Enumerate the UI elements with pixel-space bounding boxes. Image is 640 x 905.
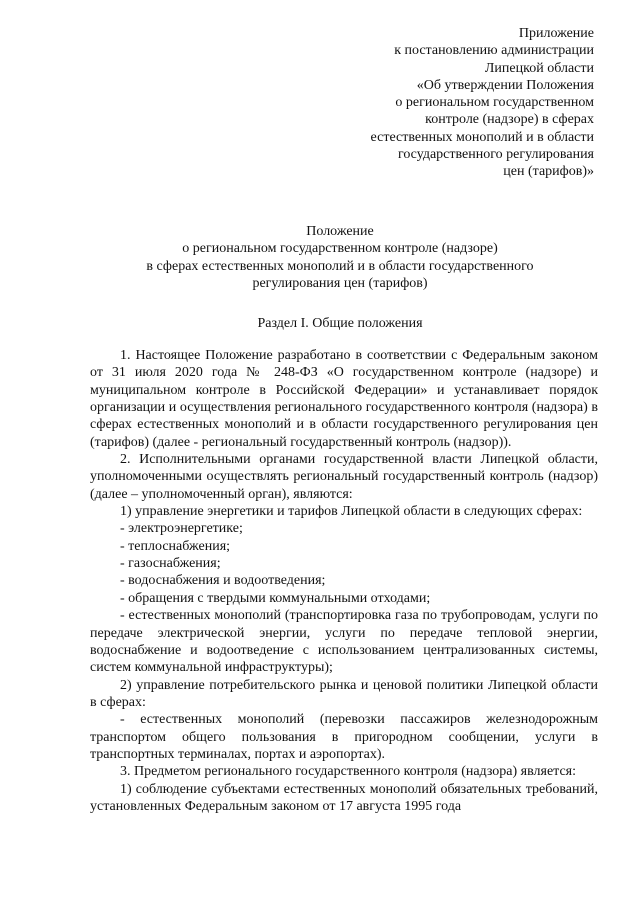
appendix-line: цен (тарифов)»: [503, 164, 594, 180]
document-body: [90, 347, 598, 815]
document-title: [90, 223, 590, 292]
appendix-line: «Об утверждении Положения: [416, 77, 594, 93]
paragraph: 1. Настоящее Положение разработано в соответствии с Федеральным законом от 31 июля 2020 года № 248-ФЗ «О государственном контроле (надзоре) и муниципальном контроле в Российской Федерации» и устанавливает порядок организации и осуществления регионального государственного контроля (надзора) в сферах естественных монополий и в области государственного регулирования цен (тарифов) (далее - региональный государственный контроль (надзор)).: [90, 348, 598, 450]
list-item: - водоснабжения и водоотведения;: [120, 573, 326, 589]
list-item: - естественных монополий (транспортировка газа по трубопроводам, услуги по передаче электрической энергии, услуги по передаче тепловой энергии, водоснабжение и водоотведение с использованием централизованных системы, систем коммунальной инфраструктуры);: [90, 608, 598, 676]
paragraph: 2) управление потребительского рынка и ценовой политики Липецкой области в сферах:: [90, 677, 598, 710]
paragraph: 1) управление энергетики и тарифов Липецкой области в следующих сферах:: [120, 504, 583, 520]
appendix-line: Липецкой области: [484, 60, 594, 76]
paragraph: 2. Исполнительными органами государственной власти Липецкой области, уполномоченными осуществлять региональный государственный контроль (надзор) (далее – уполномоченный орган), являются:: [90, 452, 598, 502]
list-item: - обращения с твердыми коммунальными отходами;: [120, 590, 431, 606]
list-item: - теплоснабжения;: [120, 538, 231, 554]
title-line: регулирования цен (тарифов): [252, 275, 428, 291]
appendix-line: государственного регулирования: [397, 147, 594, 163]
appendix-block: [294, 25, 594, 181]
appendix-line: Приложение: [518, 26, 594, 41]
list-item: - электроэнергетике;: [120, 521, 243, 537]
section-heading: Раздел I. Общие положения: [257, 316, 423, 331]
list-item: - естественных монополий (перевозки пассажиров железнодорожным транспортом общего пользования в пригородном сообщении, услуги в транспортных терминалах, портах и аэропортах).: [90, 712, 598, 762]
paragraph: 1) соблюдение субъектами естественных монополий обязательных требований, установленных Федеральным законом от 17 августа 1995 года: [90, 781, 598, 814]
title-line: Положение: [306, 224, 374, 239]
appendix-line: к постановлению администрации: [394, 43, 594, 59]
appendix-line: о региональном государственном: [395, 95, 594, 111]
appendix-line: естественных монополий и в области: [370, 129, 594, 145]
title-line: в сферах естественных монополий и в области государственного: [146, 258, 534, 274]
appendix-line: контроле (надзоре) в сферах: [425, 112, 594, 128]
title-line: о региональном государственном контроле (надзоре): [182, 241, 498, 257]
list-item: - газоснабжения;: [120, 556, 221, 572]
paragraph: 3. Предметом регионального государственного контроля (надзора) является:: [120, 764, 577, 780]
